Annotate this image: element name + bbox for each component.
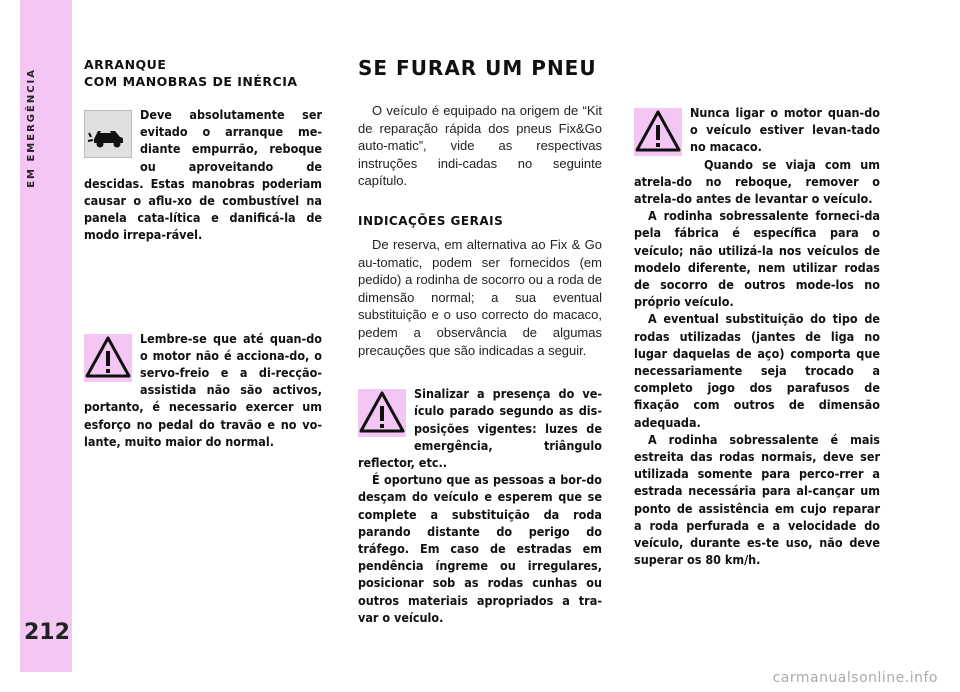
warning-triangle-icon bbox=[358, 389, 406, 437]
intro-paragraph: O veículo é equipado na origem de “Kit de reparação rápida dos pneus Fix&Go auto-matic”, vide as respectivas instruções indi-cadas no seguinte capítulo. bbox=[358, 103, 602, 189]
wheel-type-paragraph: A eventual substituição do tipo de rodas utilizadas (jantes de liga no lugar daquelas de aço) comporta que necessariamente seja trocado a completo jogo dos parafusos de fixação com outros de dimensão adequada. bbox=[634, 311, 880, 430]
warning-signal-text: Sinalizar a presença do ve-ículo parado segundo as dis-posições vigentes: luzes de emergência, triângulo reflector, etc.. bbox=[358, 386, 602, 470]
page-number: 212 bbox=[24, 620, 70, 645]
column-right bbox=[634, 104, 880, 568]
warning-triangle-icon bbox=[634, 108, 682, 156]
warning-servo-text: Lembre-se que até quan-do o motor não é acciona-do, o servo-freio e a di-recção-assistida não são activos, portanto, é necessario exercer um esforço no pedal do travão e no vo-lante, muito maior do normal. bbox=[84, 330, 322, 449]
page-title: SE FURAR UM PNEU bbox=[358, 56, 597, 80]
section-label: EM EMERGÊNCIA bbox=[26, 68, 37, 188]
warning-triangle-icon bbox=[84, 334, 132, 382]
spare-speed-paragraph: A rodinha sobressalente é mais estreita das rodas normais, deve ser utilizada somente para perco-rrer a estrada necessária para al-cançar um ponto de assistência em cujo reparar a roda perfurada e a velocidade do veículo, durante es-te uso, não deve superar os 80 km/h. bbox=[634, 431, 880, 568]
note-push-start bbox=[84, 106, 322, 244]
warning-jack-text: Nunca ligar o motor quan-do o veículo estiver levan-tado no macaco. bbox=[690, 105, 880, 155]
warning-servo bbox=[84, 330, 322, 450]
spare-wheel-paragraph: A rodinha sobressalente forneci-da pela fábrica é específica para o veículo; não utilizá-la nos veículos de modelo diferente, nem utilizar rodas de socorro de outros mode-los no próprio veículo. bbox=[634, 208, 880, 310]
column-middle bbox=[358, 56, 602, 626]
trailer-paragraph: Quando se viaja com um atrela-do no reboque, remover o atrela-do antes de levantar o veículo. bbox=[634, 156, 880, 207]
car-push-icon bbox=[84, 110, 132, 158]
general-paragraph: De reserva, em alternativa ao Fix & Go au-tomatic, podem ser fornecidos (em pedido) a rodinha de socorro ou a roda de dimensão normal; a sua eventual substituição e o uso correcto do macaco, pedem a observância de algumas precauções que são indicadas a seguir. bbox=[358, 236, 602, 358]
heading-push-start-line1: ARRANQUE bbox=[84, 57, 167, 72]
column-left bbox=[84, 56, 322, 450]
warning-signal bbox=[358, 385, 602, 626]
watermark: carmanualsonline.info bbox=[772, 670, 938, 686]
warning-signal-text-2: É oportuno que as pessoas a bor-do desçam do veículo e esperem que se complete a substituição da roda parando distante do perigo do tráfego. Em caso de estradas em pendência íngreme ou irregulares, posicionar sob as rodas cunhas ou outros materiais apropriados a tra-var o veículo. bbox=[358, 472, 602, 625]
note-push-start-text: Deve absolutamente ser evitado o arranque me-diante empurrão, reboque ou aproveitando de descidas. Estas manobras poderiam causar o aflu-xo de combustível na panela cata-lítica e danificá-la de modo irrepa-rável. bbox=[84, 107, 322, 243]
heading-push-start-line2: COM MANOBRAS DE INÉRCIA bbox=[84, 74, 298, 89]
subheading-general: INDICAÇÕES GERAIS bbox=[358, 213, 504, 228]
